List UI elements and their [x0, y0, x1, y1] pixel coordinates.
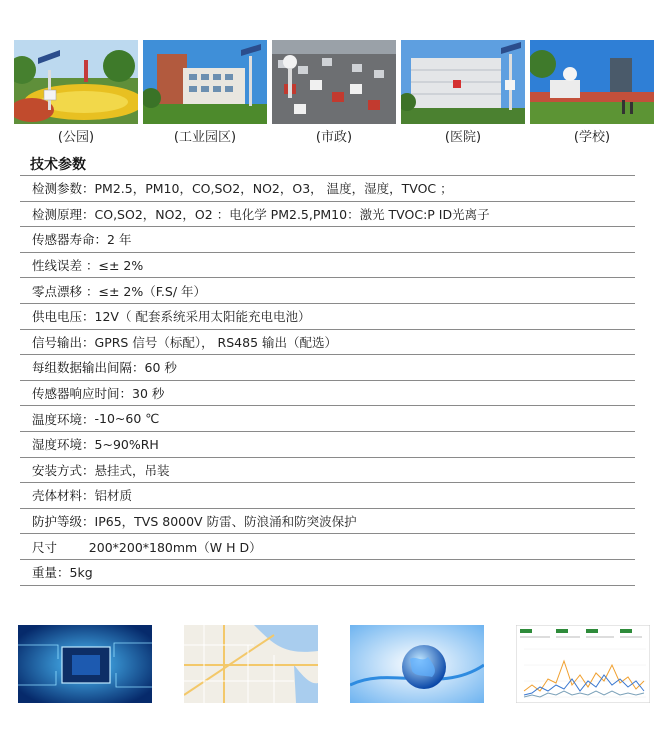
spec-row: [20, 253, 635, 279]
scene-caption: (医院): [444, 130, 482, 145]
spec-value: IP65，TVS 8000V 防雷、防浪涌和防突波保护: [94, 514, 357, 530]
spec-label: 重量：: [32, 565, 70, 581]
spec-label: 湿度环境：: [32, 437, 95, 453]
spec-row: [20, 458, 635, 484]
scene-caption: (市政): [315, 130, 353, 145]
scene-caption: (学校): [573, 130, 611, 145]
spec-label: 检测参数：: [32, 181, 95, 197]
spec-value: -10~60 ℃: [94, 411, 160, 427]
spec-section-title: 技术参数: [30, 157, 86, 173]
bottom-image-row: [18, 625, 650, 705]
spec-row: [20, 483, 635, 509]
spec-value: 12V（ 配套系统采用太阳能充电电池）: [94, 309, 311, 325]
data-chart-screenshot-image-icon: [516, 625, 650, 703]
spec-table: [20, 175, 635, 586]
spec-label: 信号输出：: [32, 334, 95, 350]
scene-caption: (公园): [57, 130, 95, 145]
spec-label: 供电电压：: [32, 309, 95, 325]
spec-label: 性线误差 ：: [32, 258, 99, 274]
chip-circuit-image-icon: [18, 625, 152, 703]
spec-value: 2 年: [107, 232, 132, 248]
globe-network-image-icon: [350, 625, 484, 703]
spec-row: [20, 202, 635, 228]
spec-value: ≤± 2%（F.S/ 年）: [98, 283, 207, 299]
spec-value: ≤± 2%: [98, 257, 144, 273]
industrial-park-scene-icon: [143, 40, 267, 124]
spec-row: [20, 406, 635, 432]
spec-row: [20, 227, 635, 253]
spec-row: [20, 278, 635, 304]
spec-value: 200*200*180mm（W H D）: [57, 539, 262, 555]
city-map-image-icon: [184, 625, 318, 703]
spec-label: 壳体材料: [32, 488, 83, 504]
spec-label: 防护等级：: [32, 514, 95, 530]
hospital-scene-icon: [401, 40, 525, 124]
spec-row: [20, 330, 635, 356]
spec-label: 传感器寿命：: [32, 232, 108, 248]
spec-value: PM2.5，PM10，CO,SO2，NO2，O3， 温度，湿度，TVOC ；: [94, 181, 453, 197]
spec-row: [20, 176, 635, 202]
spec-row: [20, 355, 635, 381]
park-scene-icon: [14, 40, 138, 124]
spec-value: 悬挂式，吊装: [94, 462, 170, 478]
spec-row: [20, 509, 635, 535]
spec-value: 30 秒: [132, 386, 165, 402]
school-scene-icon: [530, 40, 654, 124]
spec-row: [20, 432, 635, 458]
spec-value: GPRS 信号（标配）， RS485 输出（配选）: [94, 334, 338, 350]
spec-value: 5kg: [69, 564, 93, 580]
scene-caption: (工业园区): [173, 130, 237, 145]
municipal-road-scene-icon: [272, 40, 396, 124]
spec-label: 安装方式：: [32, 462, 95, 478]
spec-label: 每组数据输出间隔：: [32, 360, 145, 376]
spec-value: ：铝材质: [82, 488, 133, 504]
spec-label: 温度环境：: [32, 411, 95, 427]
spec-row: [20, 381, 635, 407]
spec-label: 零点漂移 ：: [32, 283, 99, 299]
spec-value: 60 秒: [144, 360, 177, 376]
spec-row: [20, 304, 635, 330]
scene-photo-row: [14, 40, 654, 124]
spec-value: CO,SO2，NO2，O2 ：电化学 PM2.5,PM10：激光 TVOC:P ID光离子: [94, 206, 490, 222]
spec-row: [20, 534, 635, 560]
scene-caption-row: [14, 126, 654, 146]
spec-label: 传感器响应时间：: [32, 386, 133, 402]
spec-value: 5~90%RH: [94, 436, 159, 452]
spec-row: [20, 560, 635, 586]
spec-label: 检测原理：: [32, 206, 95, 222]
spec-label: 尺寸: [32, 539, 58, 555]
